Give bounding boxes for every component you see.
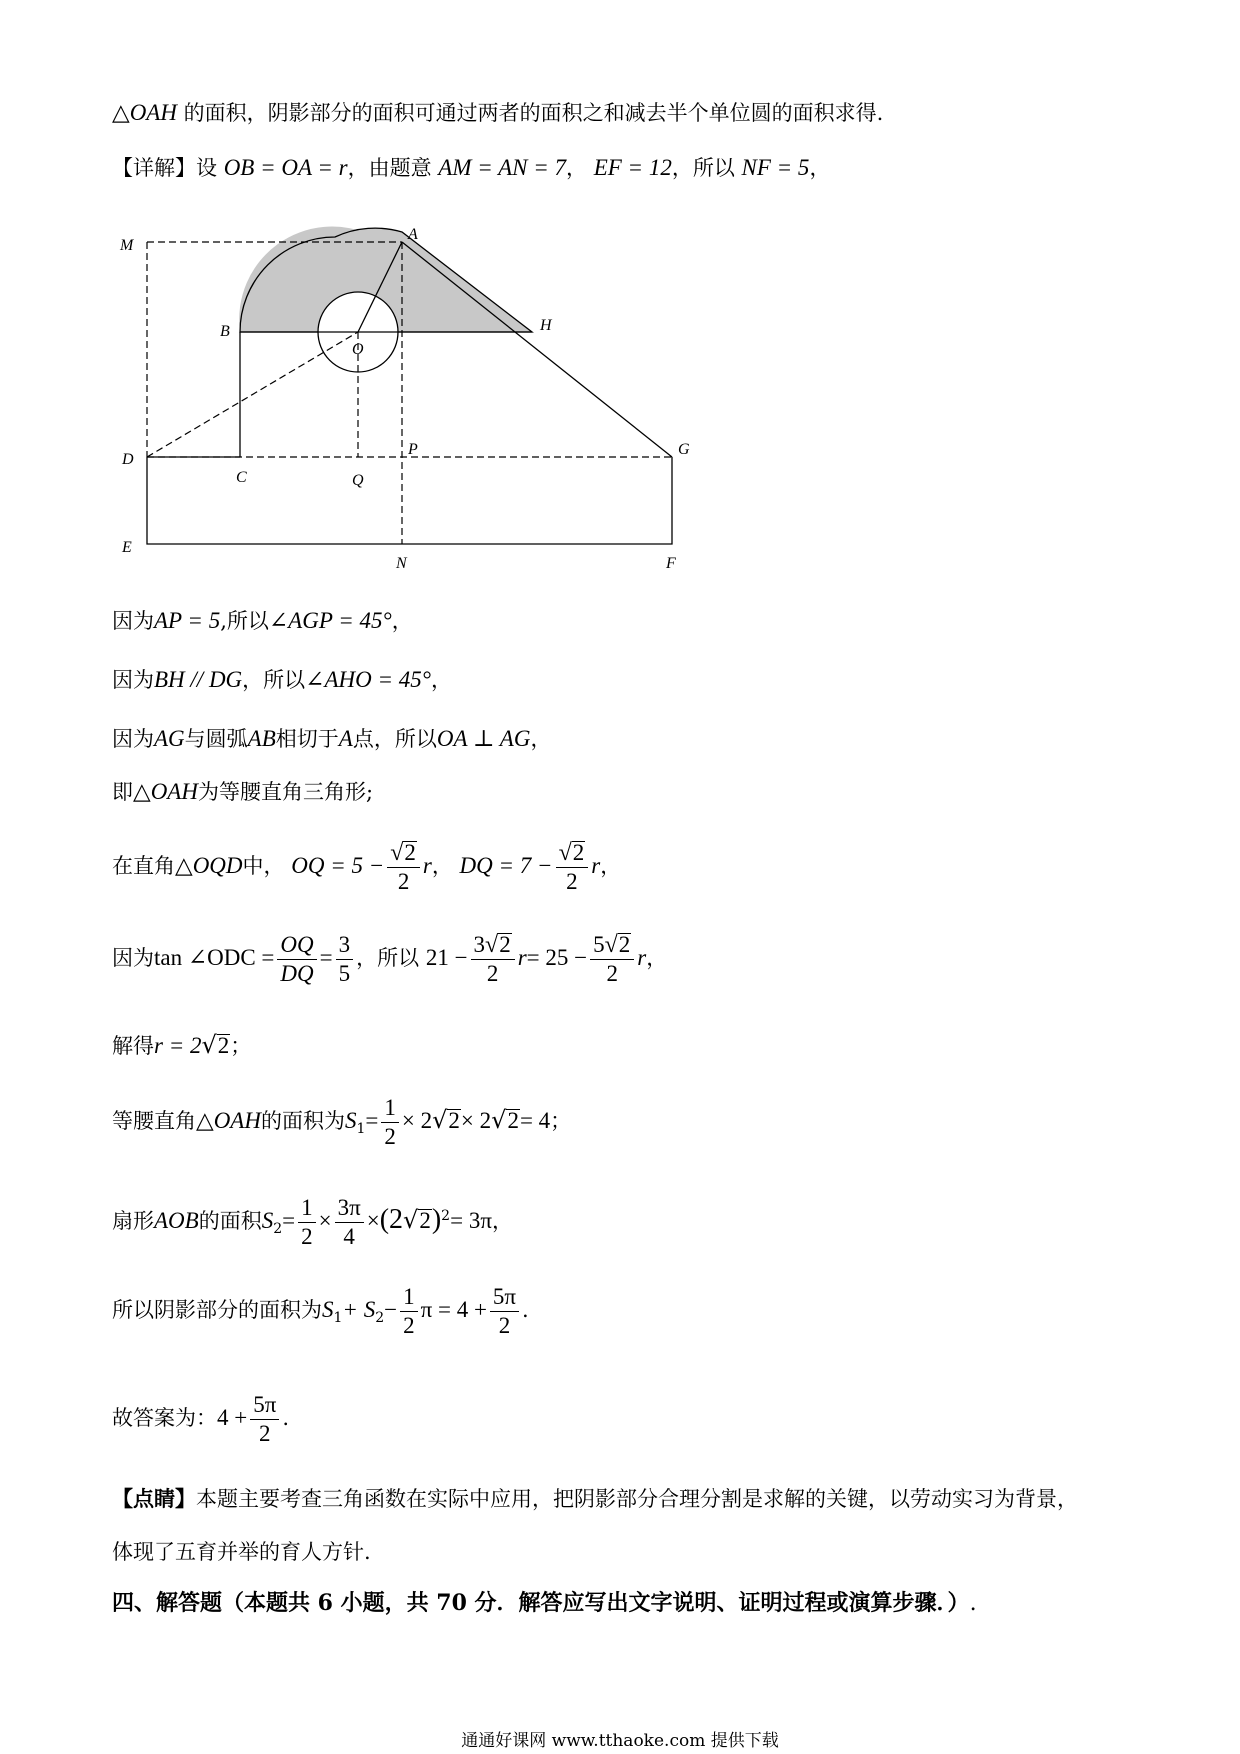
detail-eq1: OB = OA = r — [223, 155, 348, 180]
s8-end: ； — [550, 1109, 572, 1133]
s6-pre: 因为 — [112, 946, 154, 970]
s9-frac1 — [298, 1194, 316, 1251]
s1-math: AP = 5 — [154, 608, 221, 633]
label-c: C — [236, 469, 247, 486]
s8-tri: △OAH — [196, 1108, 261, 1133]
s10-num1: 1 — [400, 1283, 418, 1312]
s10-num2: 5π — [490, 1283, 519, 1312]
s10-den1: 2 — [403, 1313, 415, 1338]
s8-sqrt2: 2 — [507, 1108, 519, 1133]
step-4 — [112, 777, 373, 807]
s6-num: OQ — [277, 931, 316, 960]
s10-end: . — [522, 1298, 529, 1322]
label-o: O — [352, 341, 364, 358]
s3-pre: 因为 — [112, 727, 154, 751]
s10-sub1: 1 — [333, 1310, 343, 1327]
s8-res: = 4 — [519, 1108, 551, 1133]
s6-r2: r — [637, 945, 647, 970]
s5-dq: DQ = 7 − — [459, 853, 553, 878]
s6-frac3: $\frac{3√2}{2}$ — [471, 931, 515, 988]
s9-eq: = — [282, 1208, 296, 1233]
s6-sqrt2: 2 — [618, 932, 631, 957]
s8-sub: 1 — [356, 1121, 366, 1138]
comment-line-2 — [112, 1537, 371, 1567]
s8-den: 2 — [384, 1124, 396, 1149]
s2-mid: ，所以 — [242, 668, 306, 692]
intro-text: 的面积，阴影部分的面积可通过两者的面积之和减去半个单位圆的面积求得. — [183, 101, 884, 125]
s1-pre: 因为 — [112, 609, 154, 633]
s5-mid: 中， — [242, 854, 285, 878]
s8-times2: × 2 — [460, 1108, 492, 1133]
s5-den2: 2 — [566, 869, 578, 894]
rect-defg — [147, 457, 672, 544]
s6-sqrt1: 2 — [499, 932, 511, 957]
step-7: 解得r = 2√2； — [112, 1031, 252, 1059]
label-m: M — [120, 237, 134, 254]
s9-sq: 2 — [441, 1208, 451, 1224]
s3-m4: OA ⊥ AG — [436, 726, 531, 751]
s6-eq2: = 25 − — [526, 945, 588, 970]
s6-den-a: 2 — [486, 961, 499, 986]
comment-tag: 【点睛】 — [112, 1486, 196, 1511]
s6-3s: 3 — [473, 932, 486, 957]
page-footer: 通通好课网 www.tthaoke.com 提供下载 — [461, 1731, 779, 1751]
step-9: 扇形AOB的面积$S_2=$ $\frac{1}{2}$ × $\frac{3\pi}{4}$ $\times(2√2)^2= 3\pi$， — [112, 1195, 513, 1249]
s2-math: BH // DG — [154, 667, 243, 692]
s5-r2: r — [591, 853, 601, 878]
s7-sqrt: 2 — [217, 1033, 230, 1058]
s4-pre: 即 — [112, 780, 133, 804]
s6-end: ， — [646, 946, 668, 970]
answer-line — [112, 1388, 289, 1448]
s9-frac2 — [335, 1194, 364, 1251]
s6-den: DQ — [280, 961, 314, 986]
intro-line — [112, 98, 883, 128]
s9-sqrt: 2 — [419, 1208, 431, 1233]
s2-math2: ∠AHO = 45° — [305, 667, 431, 692]
step-1 — [112, 606, 413, 636]
label-p: P — [408, 441, 418, 458]
line-ag — [402, 242, 672, 457]
step-5 — [112, 836, 621, 896]
s5-end: ， — [600, 854, 622, 878]
s9-num1: 1 — [298, 1194, 316, 1223]
s10-pre: 所以阴影部分的面积为 — [112, 1298, 322, 1322]
s9-s: S — [261, 1208, 274, 1233]
label-d: D — [122, 451, 134, 468]
label-g: G — [678, 441, 690, 458]
s2-end: ， — [430, 668, 452, 692]
s6-5s: 5 — [593, 932, 605, 957]
s6-num3: 3 — [336, 931, 354, 960]
s8-mid: 的面积为 — [260, 1109, 345, 1133]
s10-den2: 2 — [498, 1313, 511, 1338]
comment-text-1: 本题主要考查三角函数在实际中应用，把阴影部分合理分割是求解的关键，以劳动实习为背景， — [196, 1487, 1078, 1511]
answer-pre: 故答案为： — [112, 1406, 217, 1430]
s9-mid: 的面积 — [198, 1209, 262, 1233]
section-dot: . — [969, 1591, 977, 1616]
s10-s1: S — [322, 1297, 334, 1322]
label-a: A — [408, 226, 418, 243]
answer-val: 4 + — [217, 1405, 248, 1430]
detail-tag: 【详解】 — [112, 156, 196, 180]
answer-den: 2 — [259, 1421, 271, 1446]
s6-tan: tan ∠ODC = — [154, 945, 275, 970]
s7-pre: 解得 — [112, 1034, 154, 1058]
s8-frac — [381, 1094, 399, 1151]
s1-mid: ,所以 — [220, 609, 269, 633]
s6-den-b: 2 — [606, 961, 618, 986]
s5-sep: ， — [431, 854, 453, 878]
label-n: N — [396, 555, 407, 572]
s5-pre: 在直角 — [112, 854, 175, 878]
s5-sqrt1: 2 — [404, 840, 416, 865]
s10-pi: π = 4 + — [420, 1297, 487, 1322]
label-h: H — [540, 317, 552, 334]
s8-s: S — [344, 1108, 357, 1133]
step-3 — [112, 724, 551, 754]
label-q: Q — [352, 472, 364, 489]
s4-text: 为等腰直角三角形; — [197, 780, 374, 804]
s6-21: 21 − — [425, 945, 468, 970]
s8-pre: 等腰直角 — [112, 1109, 196, 1133]
comment-text-2: 体现了五育并举的育人方针. — [112, 1540, 371, 1564]
s8-times: × 2 — [401, 1108, 433, 1133]
s10-plus: + S — [342, 1297, 376, 1322]
step-6 — [112, 928, 667, 988]
s3-end: ， — [530, 727, 552, 751]
s9-end: ， — [491, 1209, 513, 1233]
label-b: B — [220, 323, 230, 340]
detail-eq4: NF = 5 — [741, 155, 810, 180]
detail-eq2: AM = AN = 7 — [438, 155, 567, 180]
answer-num: 5π — [250, 1391, 279, 1420]
s3-m2: AB — [247, 726, 276, 751]
s9-x: × — [318, 1208, 332, 1233]
answer-end: . — [282, 1406, 290, 1430]
s4-math: △OAH — [133, 779, 198, 804]
s9-den1: 2 — [301, 1224, 313, 1249]
s8-eq: = — [365, 1108, 379, 1133]
detail-text-2: ，由题意 — [347, 156, 432, 180]
step-10 — [112, 1280, 529, 1348]
detail-line — [112, 153, 830, 183]
s6-frac4: $\frac{5√2}{2}$ — [590, 931, 634, 988]
s6-eq: = — [319, 945, 333, 970]
s9-pre: 扇形 — [112, 1209, 154, 1233]
intro-triangle: △OAH — [112, 100, 177, 125]
label-e: E — [122, 539, 132, 556]
s5-tri: △OQD — [175, 853, 243, 878]
s3-c: 点，所以 — [352, 727, 437, 751]
s6-frac-35 — [336, 931, 354, 988]
s7-end: ； — [230, 1034, 252, 1058]
s7-math: r = 2 — [154, 1033, 202, 1058]
step-2 — [112, 665, 452, 695]
s10-frac1 — [400, 1283, 418, 1340]
s5-frac2: $\frac{√2}{2}$ — [556, 839, 589, 896]
s9-aob: AOB — [154, 1208, 199, 1233]
step-8: 等腰直角△OAH的面积为$S_1=$ $\frac{1}{2}$ × 2√2× 2√2= 4； — [112, 1095, 572, 1149]
s5-frac1: $\frac{√2}{2}$ — [387, 839, 420, 896]
s5-r1: r — [422, 853, 432, 878]
s9-close: ) — [431, 1204, 442, 1235]
s9-num2: 3π — [335, 1194, 364, 1223]
geometry-figure — [112, 222, 712, 582]
s6-mid: ，所以 — [356, 946, 420, 970]
s1-math2: ∠AGP = 45° — [268, 608, 392, 633]
s9-open: (2 — [379, 1204, 404, 1235]
s3-m1: AG — [154, 726, 185, 751]
s8-num: 1 — [381, 1094, 399, 1123]
s3-m3: A — [338, 726, 353, 751]
s8-sqrt1: 2 — [448, 1108, 460, 1133]
dashed-do — [147, 332, 358, 457]
detail-eq3: EF = 12 — [593, 155, 672, 180]
comment-line-1 — [112, 1484, 1078, 1514]
s2-pre: 因为 — [112, 668, 154, 692]
detail-sep: ， — [566, 156, 588, 180]
s9-res: = 3π — [450, 1208, 492, 1233]
detail-end: ， — [809, 156, 831, 180]
section-title-text: 四、解答题（本题共 6 小题，共 70 分．解答应写出文字说明、证明过程或演算步骤．） — [112, 1590, 970, 1616]
s1-end: ， — [391, 609, 413, 633]
s9-den2: 4 — [343, 1224, 355, 1249]
s10-frac2 — [490, 1283, 519, 1340]
section-title — [112, 1588, 977, 1619]
s3-b: 相切于 — [275, 727, 339, 751]
label-f: F — [666, 555, 676, 572]
s5-den1: 2 — [397, 869, 410, 894]
s9-x2: × — [366, 1208, 380, 1233]
s5-sqrt2: 2 — [572, 840, 585, 865]
detail-so: ，所以 — [671, 156, 735, 180]
s6-frac-oqdq — [277, 931, 316, 988]
s3-a: 与圆弧 — [184, 727, 248, 751]
s10-minus: − — [384, 1297, 398, 1322]
answer-frac — [250, 1391, 279, 1448]
s10-sub2: 2 — [375, 1310, 385, 1327]
detail-text: 设 — [196, 156, 217, 180]
s5-oq: OQ = 5 − — [291, 853, 385, 878]
s6-r1: r — [517, 945, 527, 970]
s9-sub: 2 — [273, 1221, 283, 1238]
s6-den5: 5 — [338, 961, 351, 986]
